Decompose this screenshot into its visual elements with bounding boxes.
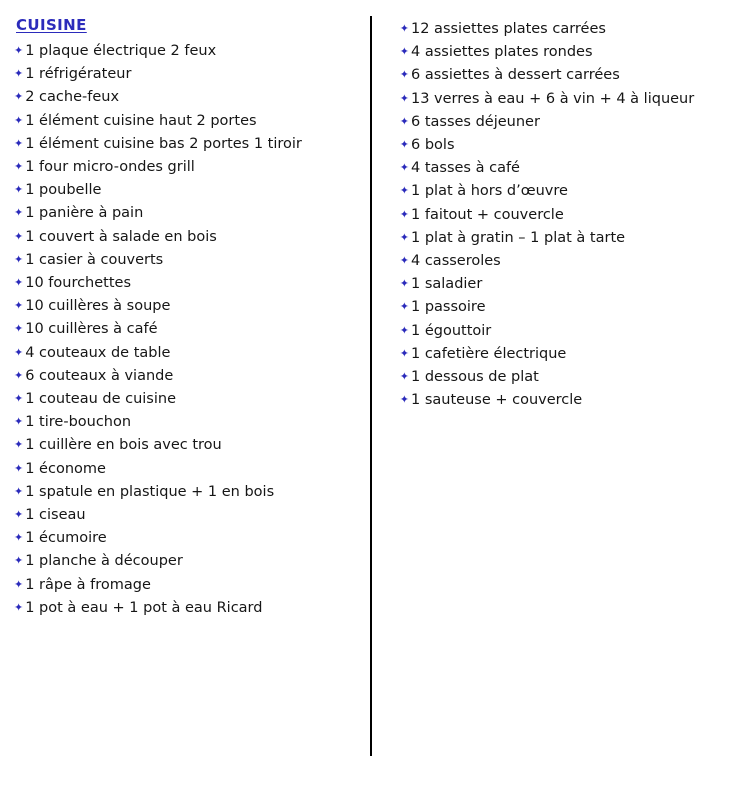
list-item-label: 1 saladier xyxy=(411,276,483,293)
list-item-label: 1 cuillère en bois avec trou xyxy=(25,437,222,454)
bullet-icon: ✦ xyxy=(14,276,24,290)
left-item-list xyxy=(14,40,362,620)
list-item-label: 1 élément cuisine haut 2 portes xyxy=(25,112,257,129)
list-item-label: 1 dessous de plat xyxy=(411,369,539,386)
bullet-icon: ✦ xyxy=(399,323,409,337)
list-item xyxy=(14,249,362,272)
bullet-icon: ✦ xyxy=(399,230,409,244)
list-item xyxy=(400,88,726,111)
bullet-icon: ✦ xyxy=(14,577,24,591)
list-item-label: 1 plaque électrique 2 feux xyxy=(25,43,217,59)
list-item-label: 10 cuillères à soupe xyxy=(25,298,171,315)
list-item-label: 1 couteau de cuisine xyxy=(25,391,176,408)
list-item-label: 4 tasses à café xyxy=(411,160,520,177)
bullet-icon: ✦ xyxy=(14,113,24,127)
list-item xyxy=(14,388,362,411)
bullet-icon: ✦ xyxy=(399,254,409,268)
bullet-icon: ✦ xyxy=(399,68,409,82)
list-item xyxy=(14,458,362,481)
bullet-icon: ✦ xyxy=(14,438,24,452)
list-item xyxy=(14,295,362,318)
bullet-icon: ✦ xyxy=(399,91,409,105)
bullet-icon: ✦ xyxy=(399,370,409,384)
list-item-label: 1 panière à pain xyxy=(25,205,144,222)
bullet-icon: ✦ xyxy=(14,531,24,545)
list-item-label: 1 planche à découper xyxy=(25,553,183,570)
bullet-icon: ✦ xyxy=(14,368,24,382)
list-item-label: 1 passoire xyxy=(411,299,486,316)
list-item xyxy=(14,434,362,457)
list-item xyxy=(14,63,362,86)
list-item-label: 1 sauteuse + couvercle xyxy=(411,392,583,409)
list-item xyxy=(400,180,726,203)
list-item-label: 1 économe xyxy=(25,460,106,477)
bullet-icon: ✦ xyxy=(399,346,409,360)
list-item-label: 6 assiettes à dessert carrées xyxy=(411,67,620,84)
list-item-label: 6 bols xyxy=(411,137,455,154)
section-title-cuisine: CUISINE xyxy=(16,16,87,34)
list-item xyxy=(14,110,362,133)
list-item xyxy=(14,40,362,63)
list-item-label: 1 égouttoir xyxy=(411,322,492,339)
list-item-label: 1 faitout + couvercle xyxy=(411,206,564,223)
bullet-icon: ✦ xyxy=(14,252,24,266)
list-item xyxy=(14,597,362,620)
list-item xyxy=(400,273,726,296)
bullet-icon: ✦ xyxy=(399,45,409,59)
list-item-label: 1 couvert à salade en bois xyxy=(25,228,217,245)
list-item-label: 1 spatule en plastique + 1 en bois xyxy=(25,483,275,500)
list-item xyxy=(400,389,726,412)
bullet-icon: ✦ xyxy=(14,136,24,150)
bullet-icon: ✦ xyxy=(14,44,24,57)
bullet-icon: ✦ xyxy=(14,392,24,406)
list-item-label: 1 casier à couverts xyxy=(25,251,164,268)
list-item xyxy=(14,411,362,434)
bullet-icon: ✦ xyxy=(399,138,409,152)
list-item-label: 13 verres à eau + 6 à vin + 4 à liqueur xyxy=(411,90,695,107)
list-item-label: 1 four micro-ondes grill xyxy=(25,159,195,176)
list-item xyxy=(14,527,362,550)
list-item xyxy=(14,504,362,527)
bullet-icon: ✦ xyxy=(14,600,24,614)
list-item xyxy=(14,133,362,156)
right-item-list xyxy=(400,18,726,412)
bullet-icon: ✦ xyxy=(399,393,409,407)
list-item xyxy=(14,179,362,202)
bullet-icon: ✦ xyxy=(399,22,409,35)
left-column xyxy=(14,16,370,620)
bullet-icon: ✦ xyxy=(14,299,24,313)
bullet-icon: ✦ xyxy=(399,277,409,291)
bullet-icon: ✦ xyxy=(399,300,409,314)
list-item xyxy=(400,41,726,64)
list-item-label: 2 cache-feux xyxy=(25,89,120,106)
list-item xyxy=(14,574,362,597)
list-item xyxy=(400,227,726,250)
right-column xyxy=(372,16,726,412)
list-item-label: 6 couteaux à viande xyxy=(25,367,174,384)
list-item-label: 1 plat à gratin – 1 plat à tarte xyxy=(411,229,626,246)
list-item-label: 4 couteaux de table xyxy=(25,344,171,361)
list-item xyxy=(400,64,726,87)
list-item xyxy=(400,320,726,343)
list-item-label: 10 fourchettes xyxy=(25,275,132,292)
list-item xyxy=(400,204,726,227)
list-item-label: 4 assiettes plates rondes xyxy=(411,44,593,61)
list-item xyxy=(400,157,726,180)
list-item xyxy=(14,272,362,295)
bullet-icon: ✦ xyxy=(399,161,409,175)
list-item-label: 1 pot à eau + 1 pot à eau Ricard xyxy=(25,599,263,616)
bullet-icon: ✦ xyxy=(399,184,409,198)
list-item-label: 6 tasses déjeuner xyxy=(411,113,540,130)
bullet-icon: ✦ xyxy=(14,461,24,475)
list-item xyxy=(14,481,362,504)
list-item xyxy=(14,226,362,249)
list-item-label: 10 cuillères à café xyxy=(25,321,158,338)
list-item xyxy=(400,296,726,319)
list-item xyxy=(400,134,726,157)
list-item-label: 12 assiettes plates carrées xyxy=(411,21,606,37)
bullet-icon: ✦ xyxy=(14,229,24,243)
bullet-icon: ✦ xyxy=(399,114,409,128)
list-item xyxy=(14,156,362,179)
list-item xyxy=(400,250,726,273)
list-item-label: 1 cafetière électrique xyxy=(411,345,567,362)
bullet-icon: ✦ xyxy=(14,415,24,429)
bullet-icon: ✦ xyxy=(14,484,24,498)
bullet-icon: ✦ xyxy=(14,508,24,522)
list-item xyxy=(400,111,726,134)
list-item xyxy=(14,86,362,109)
list-item-label: 1 plat à hors d’œuvre xyxy=(411,183,568,200)
bullet-icon: ✦ xyxy=(14,554,24,568)
bullet-icon: ✦ xyxy=(14,67,24,81)
list-item-label: 4 casseroles xyxy=(411,253,501,270)
bullet-icon: ✦ xyxy=(399,207,409,221)
list-item xyxy=(14,318,362,341)
list-item-label: 1 écumoire xyxy=(25,530,107,547)
bullet-icon: ✦ xyxy=(14,345,24,359)
list-item-label: 1 poubelle xyxy=(25,182,102,199)
list-item xyxy=(400,343,726,366)
list-item xyxy=(14,365,362,388)
bullet-icon: ✦ xyxy=(14,206,24,220)
list-item-label: 1 réfrigérateur xyxy=(25,66,132,83)
list-item-label: 1 tire-bouchon xyxy=(25,414,132,431)
two-column-layout xyxy=(14,16,726,766)
list-item xyxy=(14,342,362,365)
list-item-label: 1 râpe à fromage xyxy=(25,576,151,593)
list-item xyxy=(400,366,726,389)
bullet-icon: ✦ xyxy=(14,183,24,197)
list-item xyxy=(14,550,362,573)
list-item xyxy=(14,202,362,225)
bullet-icon: ✦ xyxy=(14,322,24,336)
list-item-label: 1 élément cuisine bas 2 portes 1 tiroir xyxy=(25,135,302,152)
list-item xyxy=(400,18,726,41)
list-item-label: 1 ciseau xyxy=(25,507,86,524)
bullet-icon: ✦ xyxy=(14,160,24,174)
bullet-icon: ✦ xyxy=(14,90,24,104)
